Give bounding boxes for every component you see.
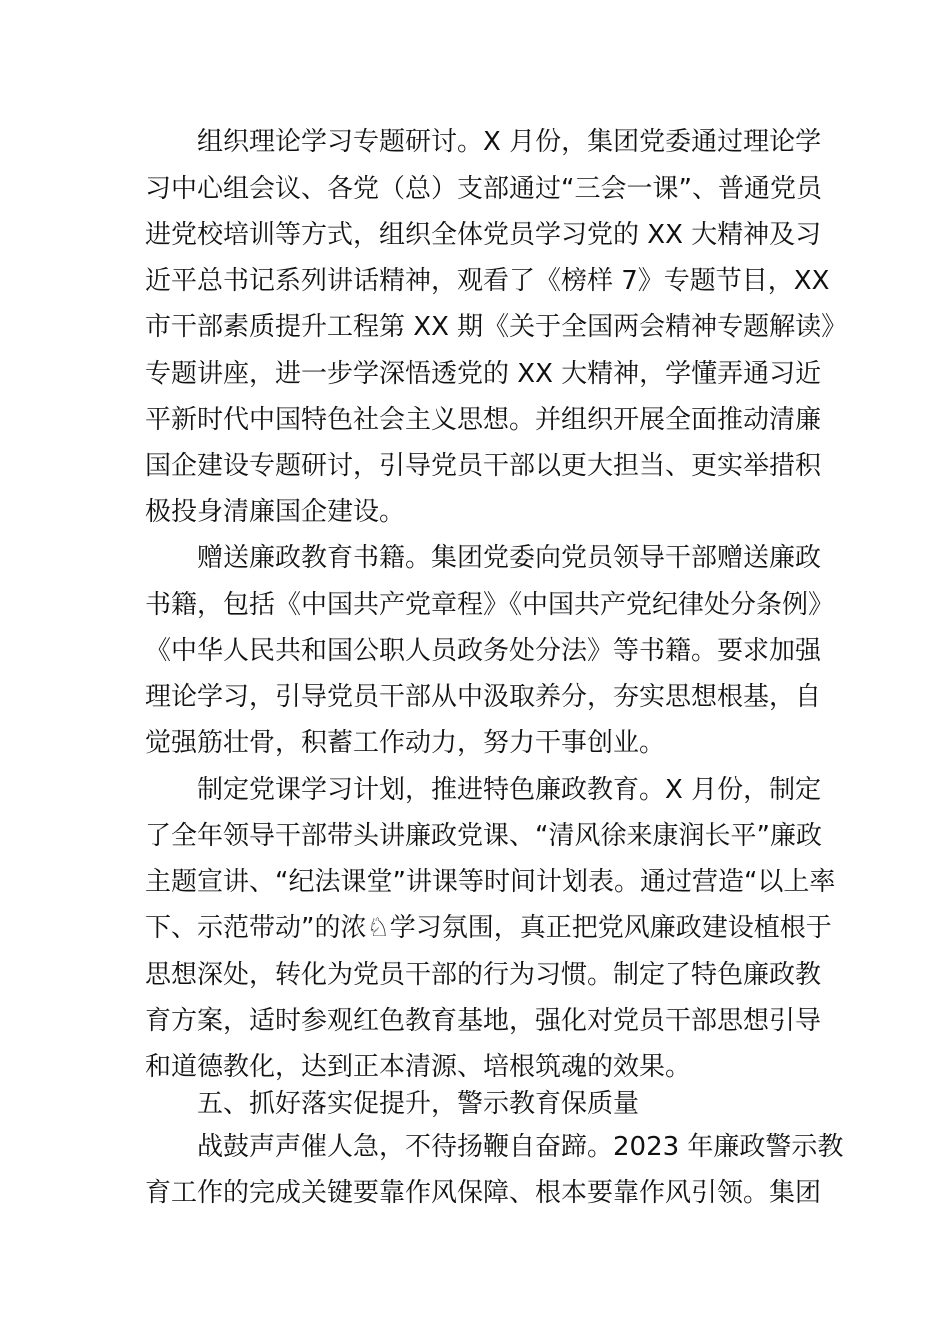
paragraph-1-line-1: 组织理论学习专题研讨。X 月份，集团党委通过理论学	[197, 127, 822, 157]
paragraph-3-line-6: 育方案，适时参观红色教育基地，强化对党员干部思想引导	[145, 1006, 822, 1036]
paragraph-1-line-6: 专题讲座，进一步学深悟透党的 XX 大精神，学懂弄通习近	[145, 359, 822, 389]
paragraph-1-line-3: 进党校培训等方式，组织全体党员学习党的 XX 大精神及习	[145, 220, 822, 250]
paragraph-4-line-2: 育工作的完成关键要靠作风保障、根本要靠作风引领。集团	[145, 1178, 822, 1208]
paragraph-4-line-1: 战鼓声声催人急，不待扬鞭自奋蹄。2023 年廉政警示教	[197, 1132, 844, 1162]
paragraph-2-line-1: 赠送廉政教育书籍。集团党委向党员领导干部赠送廉政	[197, 543, 822, 573]
paragraph-1-line-5: 市干部素质提升工程第 XX 期《关于全国两会精神专题解读》	[145, 312, 848, 342]
paragraph-1-line-8: 国企建设专题研讨，引导党员干部以更大担当、更实举措积	[145, 451, 822, 481]
paragraph-3-line-7: 和道德教化，达到正本清源、培根筑魂的效果。	[145, 1052, 692, 1082]
paragraph-1-line-9: 极投身清廉国企建设。	[145, 497, 406, 527]
paragraph-1-line-4: 近平总书记系列讲话精神，观看了《榜样 7》专题节目，XX	[145, 266, 830, 296]
paragraph-3-line-3: 主题宣讲、“纪法课堂”讲课等时间计划表。通过营造“以上率	[145, 867, 836, 897]
paragraph-2-line-3: 《中华人民共和国公职人员政务处分法》等书籍。要求加强	[145, 636, 822, 666]
paragraph-3-line-2: 了全年领导干部带头讲廉政党课、“清风徐来康润长平”廉政	[145, 821, 822, 851]
paragraph-2-line-4: 理论学习，引导党员干部从中汲取养分，夯实思想根基，自	[145, 682, 822, 712]
paragraph-3-line-5: 思想深处，转化为党员干部的行为习惯。制定了特色廉政教	[145, 960, 822, 990]
paragraph-3-line-1: 制定党课学习计划，推进特色廉政教育。X 月份，制定	[197, 775, 822, 805]
section-heading: 五、抓好落实促提升，警示教育保质量	[197, 1089, 640, 1119]
paragraph-3-line-4: 下、示范带动”的浓♘学习氛围，真正把党风廉政建设植根于	[145, 913, 832, 943]
paragraph-1-line-2: 习中心组会议、各党（总）支部通过“三会一课”、普通党员	[145, 174, 822, 204]
paragraph-2-line-5: 觉强筋壮骨，积蓄工作动力，努力干事创业。	[145, 728, 666, 758]
paragraph-2-line-2: 书籍，包括《中国共产党章程》《中国共产党纪律处分条例》	[145, 590, 835, 620]
paragraph-1-line-7: 平新时代中国特色社会主义思想。并组织开展全面推动清廉	[145, 405, 822, 435]
